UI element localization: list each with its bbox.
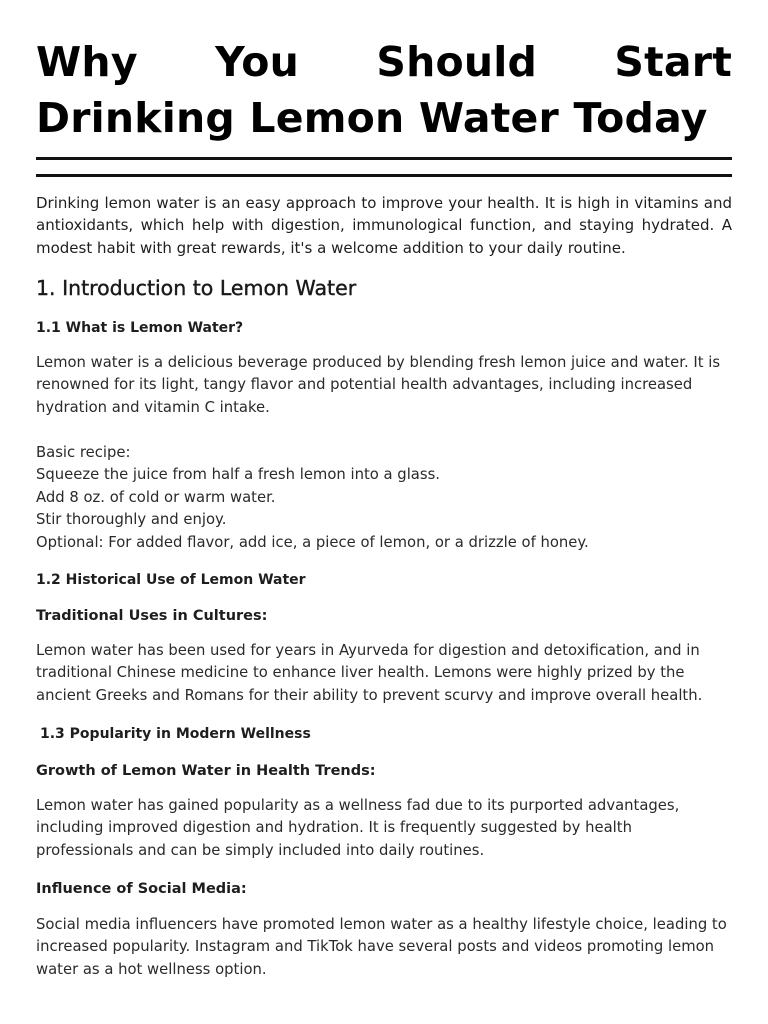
intro-paragraph: Drinking lemon water is an easy approach to improve your health. It is high in vitamins and antioxidants, which help with digestion, immunological function, and staying hydrated. A modest habit with great rewards, it's a welcome addition to your daily routine. bbox=[36, 194, 732, 257]
social-media-heading: Influence of Social Media: bbox=[36, 881, 247, 897]
recipe-list bbox=[36, 442, 732, 554]
recipe-line: Squeeze the juice from half a fresh lemon into a glass. bbox=[36, 466, 440, 484]
historical-paragraph: Lemon water has been used for years in Ayurveda for digestion and detoxification, and in traditional Chinese medicine to enhance liver health. Lemons were highly prized by the ancient Greeks and Romans for their ability to prevent scurvy and improve overall health. bbox=[36, 642, 703, 704]
subsection-heading-popularity: 1.3 Popularity in Modern Wellness bbox=[40, 726, 311, 742]
growth-heading: Growth of Lemon Water in Health Trends: bbox=[36, 763, 376, 779]
divider-bottom bbox=[36, 174, 732, 177]
subsection-heading-what-is: 1.1 What is Lemon Water? bbox=[36, 320, 244, 336]
social-media-paragraph: Social media influencers have promoted lemon water as a healthy lifestyle choice, leading to increased popularity. Instagram and TikTok have several posts and videos promoting lemon water as a hot wellness option. bbox=[36, 916, 727, 978]
recipe-line: Basic recipe: bbox=[36, 444, 131, 461]
what-is-paragraph: Lemon water is a delicious beverage produced by blending fresh lemon juice and water. It is renowned for its light, tangy flavor and potential health advantages, including increased hydration and vitamin C intake. bbox=[36, 354, 721, 416]
section-heading-introduction: 1. Introduction to Lemon Water bbox=[36, 276, 357, 300]
recipe-line: Optional: For added flavor, add ice, a piece of lemon, or a drizzle of honey. bbox=[36, 533, 589, 551]
traditional-uses-heading: Traditional Uses in Cultures: bbox=[36, 608, 268, 624]
page-title: Why You Should Start Drinking Lemon Water Today bbox=[36, 38, 732, 142]
growth-paragraph: Lemon water has gained popularity as a wellness fad due to its purported advantages, including improved digestion and hydration. It is frequently suggested by health professionals and can be simply included into daily routines. bbox=[36, 797, 680, 859]
divider-top bbox=[36, 157, 732, 160]
recipe-line: Stir thoroughly and enjoy. bbox=[36, 511, 227, 529]
subsection-heading-historical: 1.2 Historical Use of Lemon Water bbox=[36, 572, 306, 588]
recipe-line: Add 8 oz. of cold or warm water. bbox=[36, 488, 276, 506]
